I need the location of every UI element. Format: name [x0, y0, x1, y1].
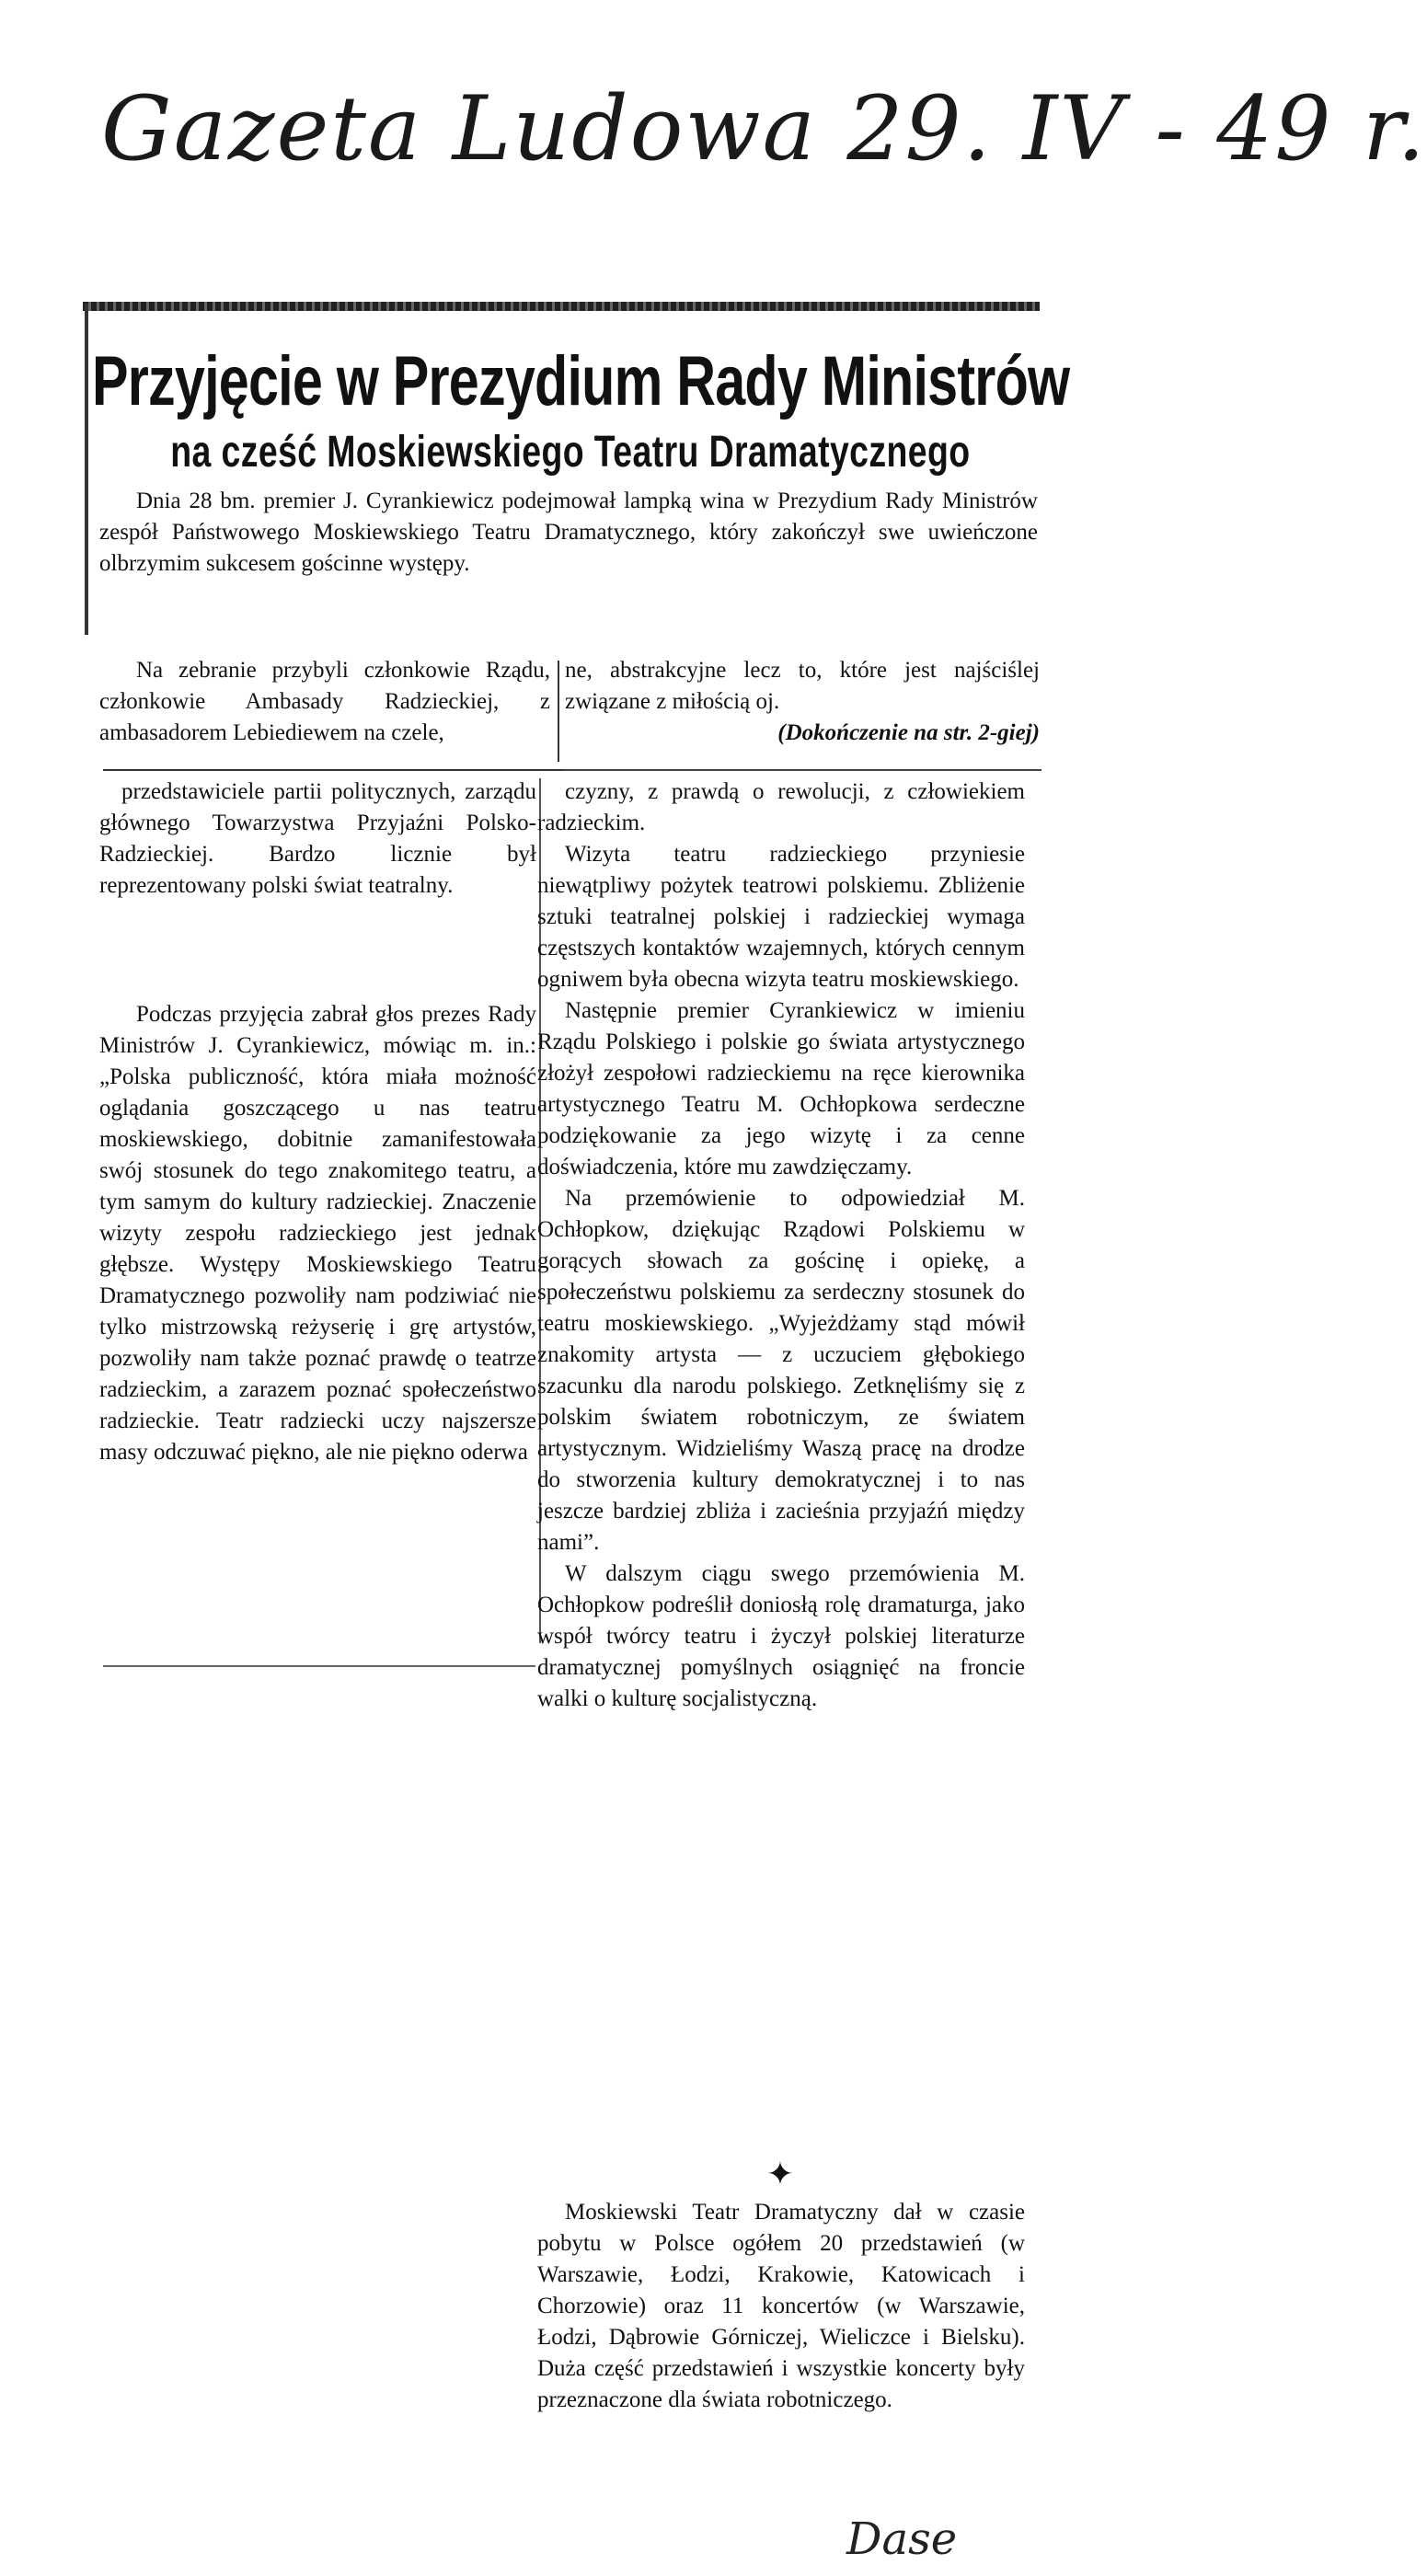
article-headline: Przyjęcie w Prezydium Rady Ministrów	[92, 342, 1070, 420]
left-column-paragraph-3: Podczas przyjęcia zabrał głos prezes Rady Ministrów J. Cyrankiewicz, mówiąc m. in.: „Polska publiczność, która miała możność oglądania goszczącego u nas teatru moskiewskiego, dobitnie zamanifestowała swój stosunek do tego znakomitego teatru, a tym samym do kultury radzieckiej. Znaczenie wizyty zespołu radzieckiego jest jednak głębsze. Występy Moskiewskiego Teatru Dramatycznego pozwoliły nam podziwiać nie tylko mistrzowską reżyserię i grę artystów, pozwoliły nam także poznać prawdę o teatrze radzieckim, a zarazem poznać społeczeństwo radzieckie. Teatr radziecki uczy najszersze masy odczuwać piękno, ale nie piękno oderwa	[99, 1002, 536, 1465]
right-column-paragraph: czyzny, z prawdą o rewolucji, z człowiekiem radzieckim.	[537, 779, 1025, 835]
article-subheadline: na cześć Moskiewskiego Teatru Dramatycznego	[170, 428, 971, 477]
right-column-fragment-text: ne, abstrakcyjne lecz to, które jest najściślej związane z miłością oj.	[565, 658, 1040, 714]
right-column-paragraph: Na przemówienie to odpowiedział M. Ochłopkow, dziękując Rządowi Polskiemu w gorących słowach za gościnę i opiekę, a społeczeństwu polskiemu za serdeczny stosunek do teatru moskiewskiego. „Wyjeżdżamy stąd mówił znakomity artysta — z uczuciem głębokiego szacunku dla narodu polskiego. Zetknęliśmy się z polskim światem robotniczym, ze światem artystycznym. Widzieliśmy Waszą pracę na drodze do stworzenia kultury demokratycznej i to nas jeszcze bardziej zbliża i zacieśnia przyjaźń między nami”.	[537, 1186, 1025, 1555]
right-column-top-fragment	[565, 655, 1040, 749]
closing-paragraph: Moskiewski Teatr Dramatyczny dał w czasie pobytu w Polsce ogółem 20 przedstawień (w Warszawie, Łodzi, Krakowie, Katowicach i Chorzowie) oraz 11 koncertów (w Warszawie, Łodzi, Dąbrowie Górniczej, Wieliczce i Bielsku). Duża część przedstawień i wszystkie koncerty były przeznaczone dla świata robotniczego.	[537, 2200, 1025, 2412]
article-lead: Dnia 28 bm. premier J. Cyrankiewicz podejmował lampką wina w Prezydium Rady Ministrów zespół Państwowego Moskiewskiego Teatru Dramatycznego, który zakończył swe uwieńczone olbrzymim sukcesem gościnne występy.	[99, 489, 1038, 576]
clipping-top-rule	[83, 302, 1040, 311]
left-column-paragraph-1: Na zebranie przybyli członkowie Rządu, członkowie Ambasady Radzieckiej, z ambasadorem Lebiediewem na czele,	[99, 658, 550, 745]
column-divider-horizontal-left	[103, 769, 563, 771]
continued-on-page-note: (Dokończenie na str. 2-giej)	[777, 720, 1040, 745]
left-column-bottom-rule	[103, 1665, 535, 1667]
column-divider-horizontal-right	[563, 769, 1041, 771]
clipping-left-edge	[85, 304, 88, 635]
closing-section	[537, 2197, 1025, 2416]
handwritten-signature: Dase	[846, 2513, 958, 2565]
right-column-body	[537, 776, 1025, 1715]
left-column-paragraph-2: przedstawiciele partii politycznych, zarządu głównego Towarzystwa Przyjaźni Polsko-Radzieckiej. Bardzo licznie był reprezentowany polski świat teatralny.	[99, 779, 536, 898]
right-column-paragraph: Następnie premier Cyrankiewicz w imieniu Rządu Polskiego i polskie go świata artystycznego złożył zespołowi radzieckiemu na ręce kierownika artystycznego Teatru M. Ochłopkowa serdeczne podziękowanie za jego wizytę i za cenne doświadczenia, które mu zawdzięczamy.	[537, 998, 1025, 1179]
right-column-paragraph: Wizyta teatru radzieckiego przyniesie niewątpliwy pożytek teatrowi polskiemu. Zbliżenie sztuki teatralnej polskiej i radzieckiej wymaga częstszych kontaktów wzajemnych, których cennym ogniwem była obecna wizyta teatru moskiewskiego.	[537, 842, 1025, 992]
right-column-paragraph: W dalszym ciągu swego przemówienia M. Ochłopkow podreślił doniosłą rolę dramaturga, jako współ twórcy teatru i życzył polskiej literaturze dramatycznej pomyślnych osiągnięć na froncie walki o kulturę socjalistyczną.	[537, 1561, 1025, 1711]
handwritten-source-note: Gazeta Ludowa 29. IV - 49 r.	[101, 77, 1427, 180]
separator-star-icon: ✦	[765, 2156, 795, 2193]
column-divider-upper	[558, 661, 559, 762]
